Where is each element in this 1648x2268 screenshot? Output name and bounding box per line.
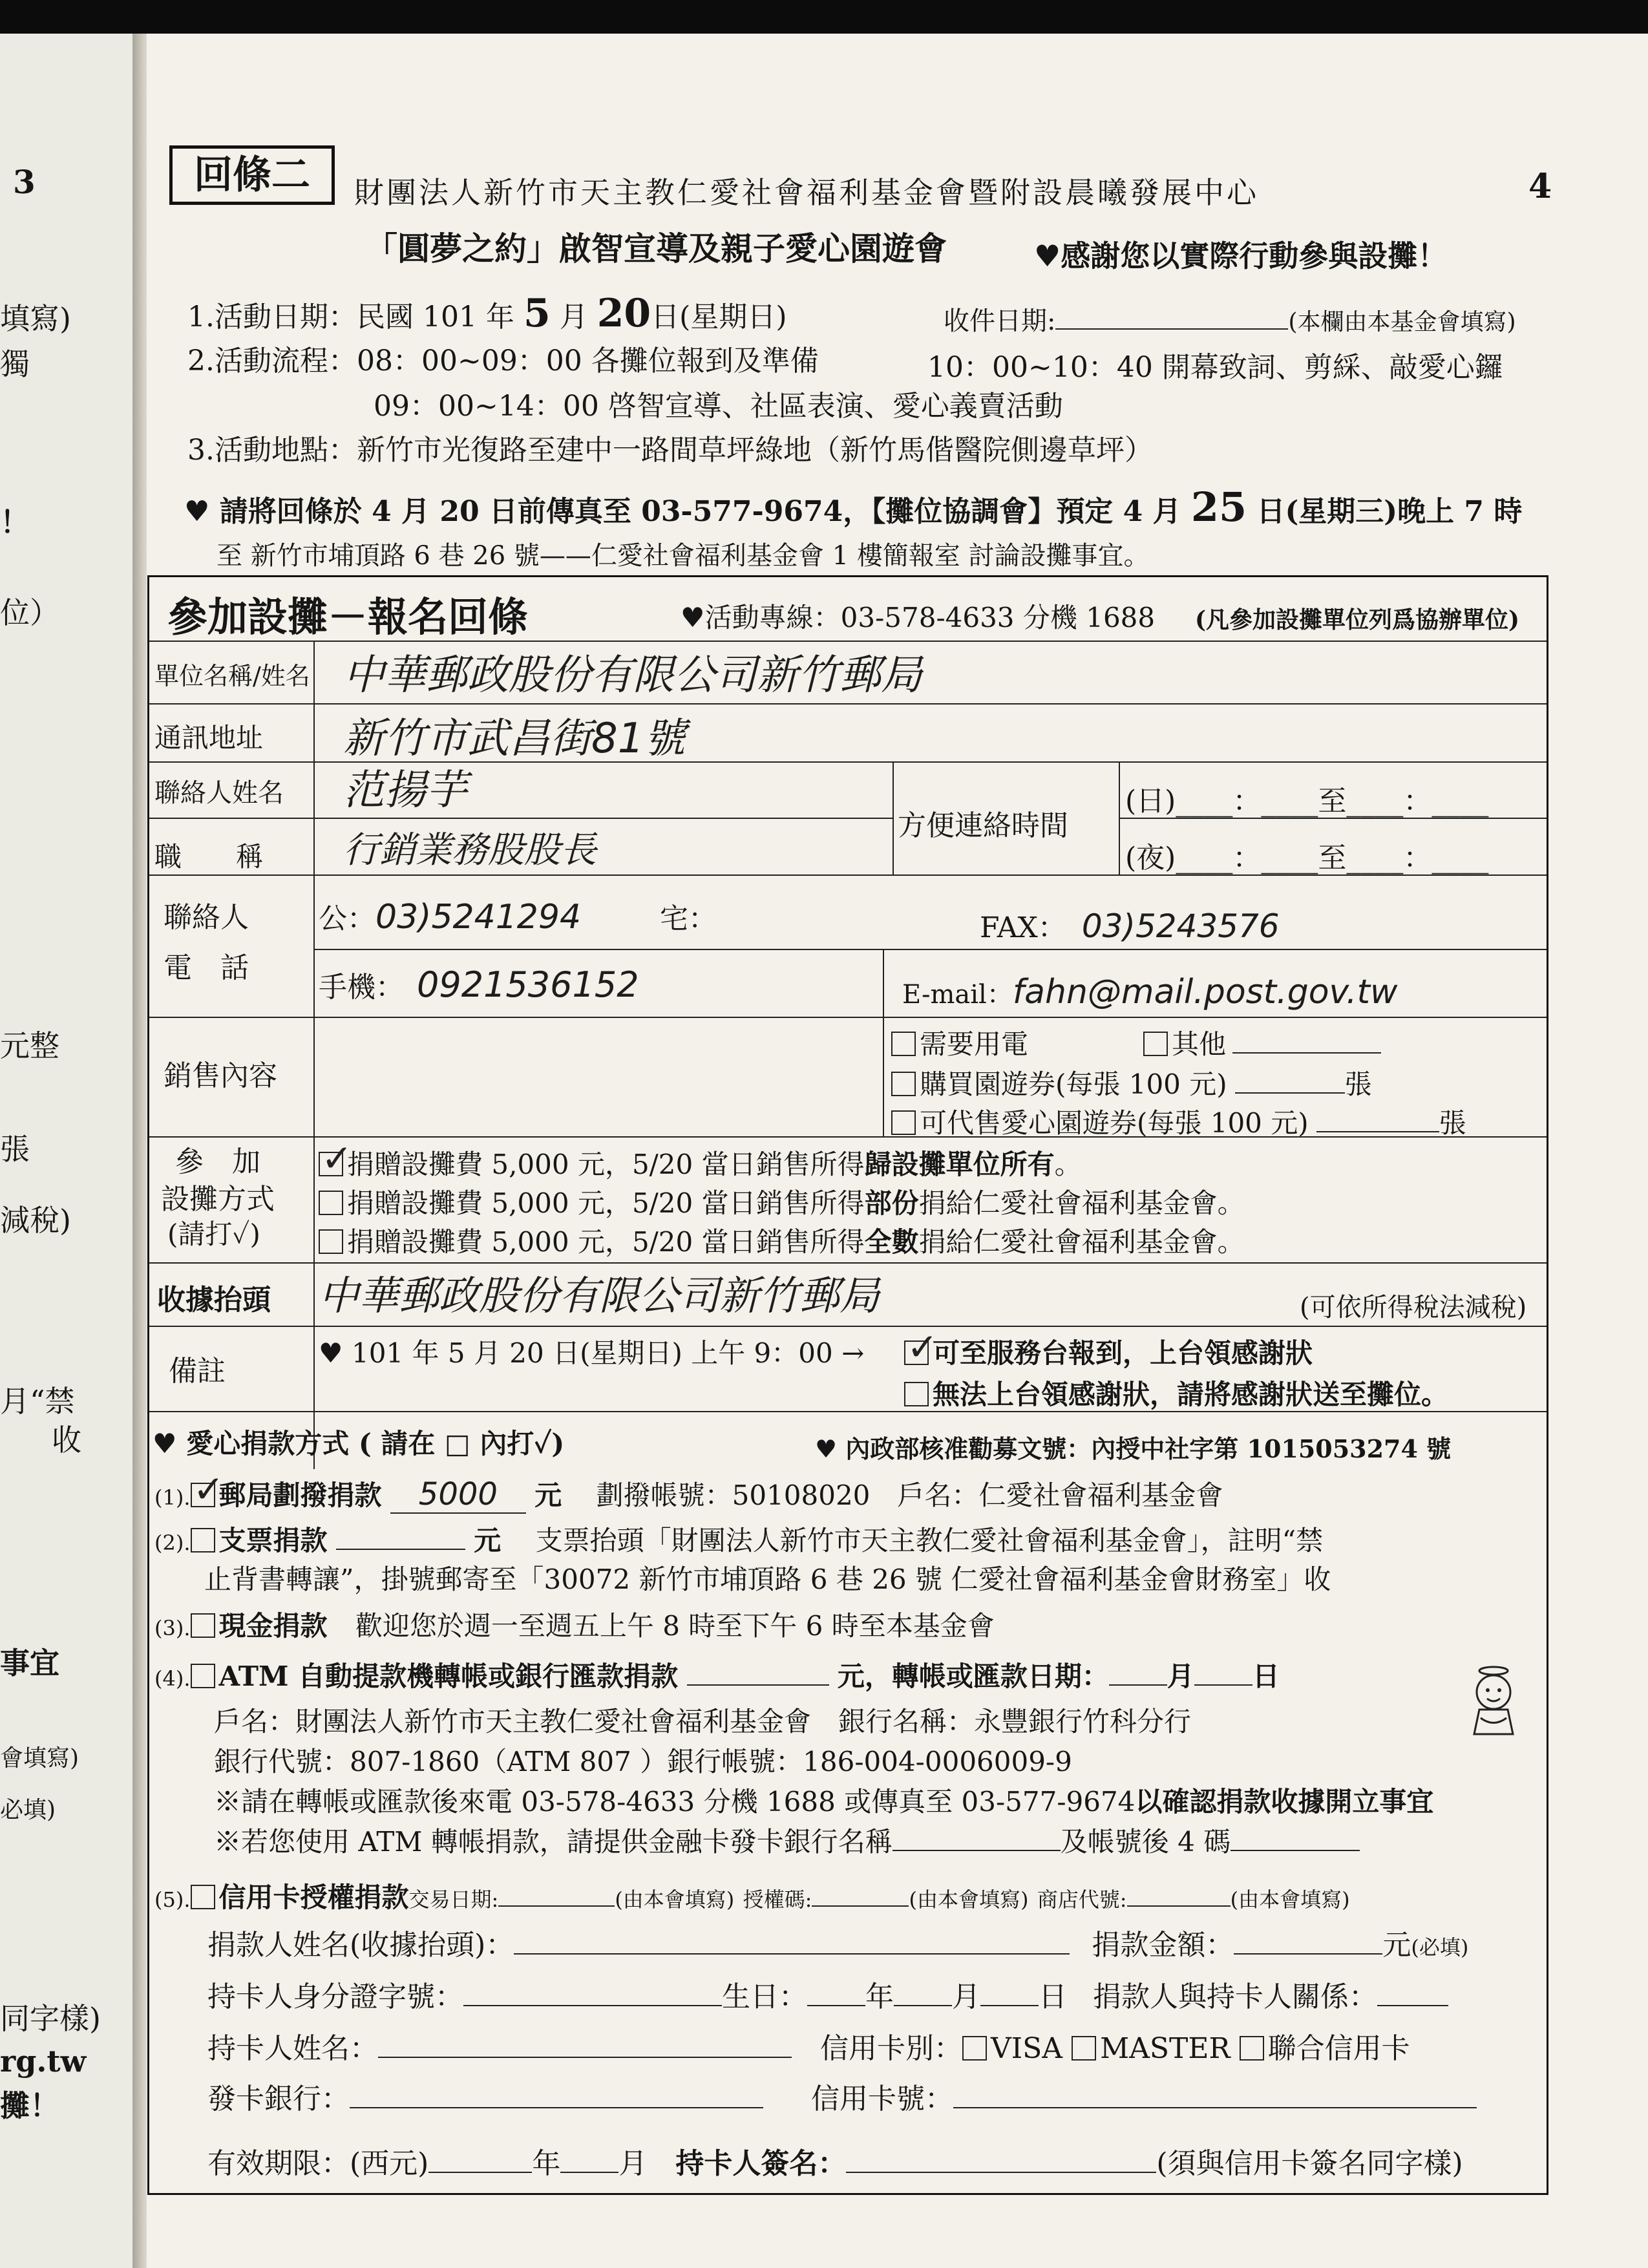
divider	[313, 641, 315, 1469]
cc-date-note: (由本會填寫)	[615, 1887, 735, 1912]
method-label-2: 設攤方式	[161, 1183, 275, 1216]
receipt-note: (可依所得稅法減稅)	[1300, 1293, 1527, 1322]
cc-checkbox[interactable]	[191, 1885, 215, 1909]
method-label-3: (請打✓)	[167, 1218, 260, 1250]
fax-label: FAX：	[980, 911, 1066, 944]
cc-name-blank[interactable]	[378, 2057, 792, 2058]
sales-content-label: 銷售內容	[164, 1059, 277, 1092]
divider	[893, 761, 894, 874]
cc-sign-label: 持卡人簽名：	[675, 2147, 847, 2180]
postal-donation[interactable]	[154, 1467, 1223, 1514]
receive-date	[944, 301, 1516, 337]
divider	[149, 1136, 1547, 1138]
method-2-checkbox[interactable]	[319, 1191, 343, 1215]
cash-checkbox[interactable]	[191, 1613, 215, 1638]
sell-tickets-blank[interactable]	[1316, 1131, 1439, 1132]
email	[902, 973, 1398, 1012]
left-fragment: 攤！	[0, 2088, 59, 2123]
union-card-checkbox[interactable]	[1240, 2036, 1264, 2061]
left-fragment: 獨	[0, 346, 30, 381]
remark-option-2[interactable]	[904, 1373, 1448, 1412]
reply-slip-title: 回條二	[169, 145, 335, 205]
mobile-value[interactable]: 0921536152	[417, 964, 639, 1005]
left-fragment: 收	[52, 1423, 81, 1457]
angel-mascot-icon	[1461, 1663, 1526, 1741]
atm-bank-blank[interactable]	[893, 1850, 1061, 1851]
divider	[149, 818, 893, 819]
cc-amount-label: 捐款金額：	[1092, 1929, 1234, 1962]
cc-month: 月	[952, 1980, 980, 2013]
cc-day: 日	[1039, 1980, 1067, 2013]
atm-note-2-text: ※若您使用 ATM 轉帳捐款，請提供金融卡發卡銀行名稱	[214, 1826, 893, 1858]
atm-note-2-end: 及帳號後 4 碼	[1060, 1826, 1231, 1858]
atm-bank-code: 銀行代號：807-1860（ATM 807 ）銀行帳號：186-004-0006009-9	[214, 1746, 1072, 1777]
notice-day: 25	[1190, 483, 1247, 531]
buy-tickets-blank[interactable]	[1235, 1092, 1345, 1094]
method-option-2[interactable]	[319, 1182, 1245, 1221]
master-label: MASTER	[1100, 2032, 1231, 2065]
hotline: ♥活動專線：03-578-4633 分機 1688	[681, 602, 1156, 633]
method-3-end: 捐給仁愛社會福利基金會。	[918, 1226, 1245, 1258]
divider	[149, 874, 1547, 876]
left-fragment: 減稅)	[0, 1203, 71, 1238]
divider	[149, 703, 1547, 705]
atm-title: ATM 自動提款機轉帳或銀行匯款捐款	[218, 1660, 679, 1692]
cc-number: (5).	[154, 1887, 191, 1912]
cc-year: 年	[865, 1980, 894, 2013]
office-phone-label: 公：	[319, 902, 375, 935]
event-date-month-unit: 月	[559, 301, 588, 334]
visa-label: VISA	[991, 2032, 1063, 2065]
divider	[313, 949, 1547, 950]
event-flow-1: 2.活動流程：08：00~09：00 各攤位報到及準備	[187, 344, 819, 377]
method-1-text: 捐贈設攤費 5,000 元，5/20 當日銷售所得	[347, 1149, 865, 1180]
phone-label-1: 聯絡人	[164, 901, 249, 934]
night-contact-time[interactable]: (夜)____：____至____：____	[1125, 842, 1489, 874]
cc-id-row	[207, 1973, 1448, 2015]
mobile-label: 手機：	[319, 971, 404, 1004]
contact-name-value[interactable]: 范揚芋	[343, 767, 467, 814]
need-power-option[interactable]	[891, 1023, 1028, 1062]
cc-auth-label: 授權碼:	[743, 1887, 812, 1912]
address-label: 通訊地址	[154, 722, 264, 754]
method-2-end: 捐給仁愛社會福利基金會。	[918, 1187, 1245, 1219]
check-number: (2).	[154, 1531, 191, 1555]
cc-donor-blank[interactable]	[514, 1953, 1070, 1955]
fax	[980, 904, 1280, 946]
event-date	[187, 291, 787, 336]
left-fragment: 同字樣)	[0, 2001, 101, 2036]
co-org-note: (凡參加設攤單位列爲協辦單位)	[1195, 606, 1520, 633]
thanks-text: ♥感謝您以實際行動參與設攤！	[1034, 238, 1448, 273]
atm-day: 日	[1252, 1660, 1280, 1692]
notice-part-a: ♥ 請將回條於 4 月 20 日前傳真至 03-577-9674，【攤位協調會】預定 4 月	[184, 495, 1181, 528]
cc-birth-day-blank[interactable]	[980, 2005, 1039, 2006]
other-option[interactable]	[1143, 1023, 1381, 1062]
cc-relation-label: 捐款人與持卡人關係：	[1093, 1980, 1377, 2013]
remark-2-label: 無法上台領感謝狀，請將感謝狀送至攤位。	[933, 1379, 1449, 1410]
event-location: 3.活動地點：新竹市光復路至建中一路間草坪綠地（新竹馬偕醫院側邊草坪）	[187, 434, 1153, 467]
atm-month: 月	[1167, 1660, 1194, 1692]
cc-expiry-month-blank[interactable]	[560, 2172, 618, 2173]
left-page-edge	[0, 34, 134, 2268]
method-1-end: 。	[1054, 1149, 1082, 1180]
buy-tickets-label: 購買園遊券(每張 100 元)	[920, 1068, 1227, 1100]
atm-note-2	[214, 1821, 1360, 1860]
event-date-suffix: 日(星期日)	[651, 301, 787, 334]
left-fragment: 事宜	[0, 1646, 59, 1680]
other-blank[interactable]	[1232, 1052, 1381, 1054]
job-title-value[interactable]: 行銷業務股股長	[343, 829, 597, 871]
notice-part-b: 日(星期三)晚上 7 時	[1256, 495, 1523, 528]
divider	[149, 1326, 1547, 1327]
cc-name-label: 持卡人姓名：	[207, 2032, 378, 2065]
receive-date-blank[interactable]	[1055, 328, 1288, 330]
master-checkbox[interactable]	[1072, 2036, 1096, 2061]
left-fragment: rg.tw	[0, 2044, 87, 2079]
atm-note-1	[214, 1781, 1433, 1819]
checkmark-icon: ✓	[193, 1467, 225, 1511]
cc-amount-unit: 元	[1382, 1929, 1411, 1962]
union-card-label: 聯合信用卡	[1267, 2032, 1410, 2065]
fax-deadline-notice	[184, 483, 1522, 531]
method-2-emphasis: 部份	[864, 1187, 919, 1219]
method-3-text: 捐贈設攤費 5,000 元，5/20 當日銷售所得	[347, 1226, 865, 1258]
cc-birth-year-blank[interactable]	[807, 2005, 865, 2006]
atm-note-1-text: ※請在轉帳或匯款後來電 03-578-4633 分機 1688 或傳真至 03-577-9674	[214, 1786, 1136, 1818]
remark-text: ♥ 101 年 5 月 20 日(星期日) 上午 9：00 →	[319, 1337, 865, 1369]
atm-note-1-emphasis: 以確認捐款收據開立事宜	[1135, 1786, 1434, 1818]
cc-sign-note: (須與信用卡簽名同字樣)	[1156, 2147, 1463, 2180]
fax-value[interactable]: 03)5243576	[1081, 907, 1280, 945]
cc-relation-blank[interactable]	[1377, 2005, 1448, 2006]
cash-number: (3).	[154, 1616, 191, 1640]
unit-name-label: 單位名稱/姓名	[154, 662, 310, 690]
sell-tickets-option[interactable]	[891, 1102, 1466, 1141]
check-unit: 元	[474, 1525, 502, 1556]
method-1-checkbox[interactable]	[319, 1136, 353, 1180]
divider	[883, 949, 884, 1136]
method-label-1: 參 加	[175, 1145, 260, 1178]
postal-number: (1).	[154, 1485, 191, 1510]
cc-donor-label: 捐款人姓名(收據抬頭)：	[207, 1929, 514, 1962]
unit-name-value[interactable]: 中華郵政股份有限公司新竹郵局	[343, 652, 922, 699]
cc-id-blank[interactable]	[463, 2005, 722, 2006]
cc-bank-label: 發卡銀行：	[207, 2083, 350, 2115]
receipt-title-value[interactable]: 中華郵政股份有限公司新竹郵局	[319, 1272, 880, 1319]
receive-date-note: (本欄由本基金會填寫)	[1288, 309, 1516, 335]
event-date-label: 1.活動日期：民國 101 年	[187, 301, 514, 334]
cc-amount-blank[interactable]	[1234, 1953, 1382, 1955]
job-title-label: 職 稱	[154, 841, 264, 873]
cc-date-label: 交易日期:	[408, 1887, 499, 1912]
atm-month-blank[interactable]	[1109, 1684, 1167, 1686]
receipt-title-label: 收據抬頭	[157, 1284, 271, 1317]
cc-name-row	[207, 2025, 1410, 2066]
cc-expiry-year-blank[interactable]	[428, 2172, 532, 2173]
donation-approval: ♥ 內政部核准勸募文號：內授中社字第 1015053274 號	[815, 1434, 1452, 1463]
cc-exp-year: 年	[532, 2147, 561, 2180]
cc-number-blank[interactable]	[953, 2107, 1477, 2108]
remark-option-1[interactable]	[904, 1325, 1313, 1371]
atm-day-blank[interactable]	[1194, 1684, 1252, 1686]
remark-label: 備註	[169, 1355, 226, 1388]
left-fragment: 位）	[0, 595, 59, 630]
left-fragment: 必填)	[0, 1797, 56, 1823]
left-fragment: 張	[0, 1132, 30, 1167]
left-fragment: ！	[0, 505, 30, 540]
cc-birth-label: 生日：	[722, 1980, 807, 2013]
registration-form	[147, 575, 1548, 2195]
sell-tickets-unit: 張	[1439, 1107, 1466, 1139]
check-checkbox[interactable]	[191, 1528, 215, 1553]
address-value[interactable]: 新竹市武昌街81號	[343, 715, 686, 763]
office-phone-value[interactable]: 03)5241294	[375, 898, 582, 937]
phone-label-2: 電 話	[164, 951, 249, 984]
buy-tickets-unit: 張	[1344, 1068, 1372, 1100]
cc-birth-month-blank[interactable]	[894, 2005, 952, 2006]
sell-tickets-label: 可代售愛心園遊券(每張 100 元)	[920, 1107, 1309, 1139]
cc-bank-blank[interactable]	[350, 2107, 763, 2108]
atm-checkbox[interactable]	[191, 1664, 215, 1688]
postal-unit: 元	[534, 1479, 562, 1511]
cc-store-note: (由本會填寫)	[1230, 1887, 1350, 1912]
event-date-month: 5	[523, 291, 551, 336]
checkmark-icon: ✓	[321, 1136, 353, 1180]
sell-tickets-checkbox[interactable]	[891, 1110, 916, 1135]
cc-auth-blank[interactable]	[812, 1905, 909, 1907]
postal-amount[interactable]: 5000	[390, 1476, 526, 1514]
event-flow-3: 09：00~14：00 啓智宣導、社區表演、愛心義賣活動	[374, 390, 1063, 423]
event-date-day: 20	[597, 291, 651, 336]
cash-text: 歡迎您於週一至週五上午 8 時至下午 6 時至本基金會	[355, 1610, 995, 1642]
other-label: 其他	[1172, 1028, 1227, 1060]
check-title: 支票捐款	[218, 1525, 328, 1556]
organization-name: 財團法人新竹市天主教仁愛社會福利基金會暨附設晨曦發展中心	[354, 175, 1259, 210]
meeting-location-notice: 至 新竹市埔頂路 6 巷 26 號——仁愛社會福利基金會 1 樓簡報室 討論設攤事宜。	[217, 541, 1150, 571]
other-checkbox[interactable]	[1143, 1032, 1168, 1056]
email-value[interactable]: fahn@mail.post.gov.tw	[1012, 973, 1398, 1012]
cc-title: 信用卡授權捐款	[218, 1881, 409, 1913]
cc-date-blank[interactable]	[498, 1905, 615, 1907]
cash-title: 現金捐款	[218, 1610, 328, 1642]
method-1-emphasis: 歸設攤單位所有	[864, 1149, 1055, 1180]
cc-required-note: (必填)	[1411, 1935, 1469, 1960]
method-3-emphasis: 全數	[864, 1226, 919, 1258]
office-phone	[319, 895, 581, 937]
mobile-phone	[319, 964, 639, 1005]
cc-store-blank[interactable]	[1127, 1905, 1231, 1907]
credit-card-donation[interactable]	[154, 1876, 1350, 1915]
cash-donation[interactable]	[154, 1605, 995, 1644]
left-page-number: 3	[13, 163, 36, 201]
scan-top-border	[0, 0, 1648, 34]
need-power-label: 需要用電	[920, 1028, 1029, 1060]
buy-tickets-option[interactable]	[891, 1063, 1372, 1102]
event-flow-2: 10：00~10：40 開幕致詞、剪綵、敲愛心鑼	[927, 351, 1503, 384]
atm-holder: 戶名：財團法人新竹市天主教仁愛社會福利基金會 銀行名稱：永豐銀行竹科分行	[214, 1706, 1192, 1737]
receive-date-label: 收件日期:	[944, 306, 1056, 336]
buy-tickets-checkbox[interactable]	[891, 1072, 916, 1096]
cc-bank-row	[207, 2075, 1477, 2117]
donation-header: ♥ 愛心捐款方式 ( 請在 □ 內打✓)	[153, 1428, 565, 1459]
email-label: E-mail：	[902, 980, 1013, 1010]
contact-name-label: 聯絡人姓名	[154, 778, 284, 808]
cc-store-label: 商店代號:	[1037, 1887, 1127, 1912]
method-3-checkbox[interactable]	[319, 1229, 343, 1254]
form-title: 參加設攤－報名回條	[167, 593, 529, 641]
divider	[149, 1411, 1547, 1412]
cc-auth-note: (由本會填寫)	[909, 1887, 1029, 1912]
left-fragment: 元整	[0, 1028, 59, 1063]
postal-title: 郵局劃撥捐款	[218, 1479, 382, 1511]
postal-account: 劃撥帳號：50108020 戶名：仁愛社會福利基金會	[596, 1479, 1223, 1511]
check-donation[interactable]	[154, 1520, 1323, 1558]
atm-donation[interactable]	[154, 1655, 1280, 1694]
day-contact-time[interactable]: (日)____：____至____：____	[1125, 785, 1489, 818]
cc-sign-blank[interactable]	[846, 2172, 1156, 2173]
atm-digits-blank[interactable]	[1231, 1850, 1360, 1851]
check-amount[interactable]	[336, 1549, 465, 1550]
divider	[149, 1017, 1547, 1018]
cc-expiry-label: 有效期限：(西元)	[207, 2147, 429, 2180]
cc-id-label: 持卡人身分證字號：	[207, 1980, 463, 2013]
method-2-text: 捐贈設攤費 5,000 元，5/20 當日銷售所得	[347, 1187, 865, 1219]
method-option-1[interactable]	[319, 1136, 1082, 1182]
check-text: 支票抬頭「財團法人新竹市天主教仁愛社會福利基金會」，註明“禁	[535, 1525, 1324, 1556]
remark-1-label: 可至服務台報到，上台領感謝狀	[933, 1337, 1313, 1369]
method-option-3[interactable]	[319, 1221, 1245, 1260]
left-fragment: 月“禁	[0, 1384, 75, 1419]
checkmark-icon: ✓	[907, 1325, 938, 1369]
page-number: 4	[1528, 167, 1552, 206]
atm-date-label: 元，轉帳或匯款日期：	[837, 1660, 1109, 1692]
visa-checkbox[interactable]	[962, 2036, 987, 2061]
event-title: 「圓夢之約」啟智宣導及親子愛心園遊會	[365, 229, 947, 268]
left-fragment: 填寫)	[0, 301, 71, 336]
contact-time-label: 方便連絡時間	[898, 809, 1068, 842]
book-gutter	[132, 34, 147, 2268]
atm-number: (4).	[154, 1666, 191, 1691]
cc-exp-month: 月	[618, 2147, 648, 2180]
home-phone-label: 宅：	[660, 902, 717, 935]
left-fragment: 會填寫)	[0, 1745, 79, 1772]
remark-2-checkbox[interactable]	[904, 1382, 929, 1406]
need-power-checkbox[interactable]	[891, 1032, 916, 1056]
cc-expiry-row	[207, 2140, 1463, 2181]
cc-type-label: 信用卡別：	[820, 2032, 962, 2065]
check-text-2: 止背書轉讓”，掛號郵寄至「30072 新竹市埔頂路 6 巷 26 號 仁愛社會福利基金會財務室」收	[204, 1563, 1331, 1595]
atm-amount[interactable]	[687, 1684, 829, 1686]
remark-1-checkbox[interactable]	[904, 1325, 938, 1369]
cc-number-label: 信用卡號：	[811, 2083, 953, 2115]
cc-donor-row	[207, 1922, 1468, 1963]
divider	[1119, 818, 1547, 819]
postal-checkbox[interactable]	[191, 1467, 225, 1511]
